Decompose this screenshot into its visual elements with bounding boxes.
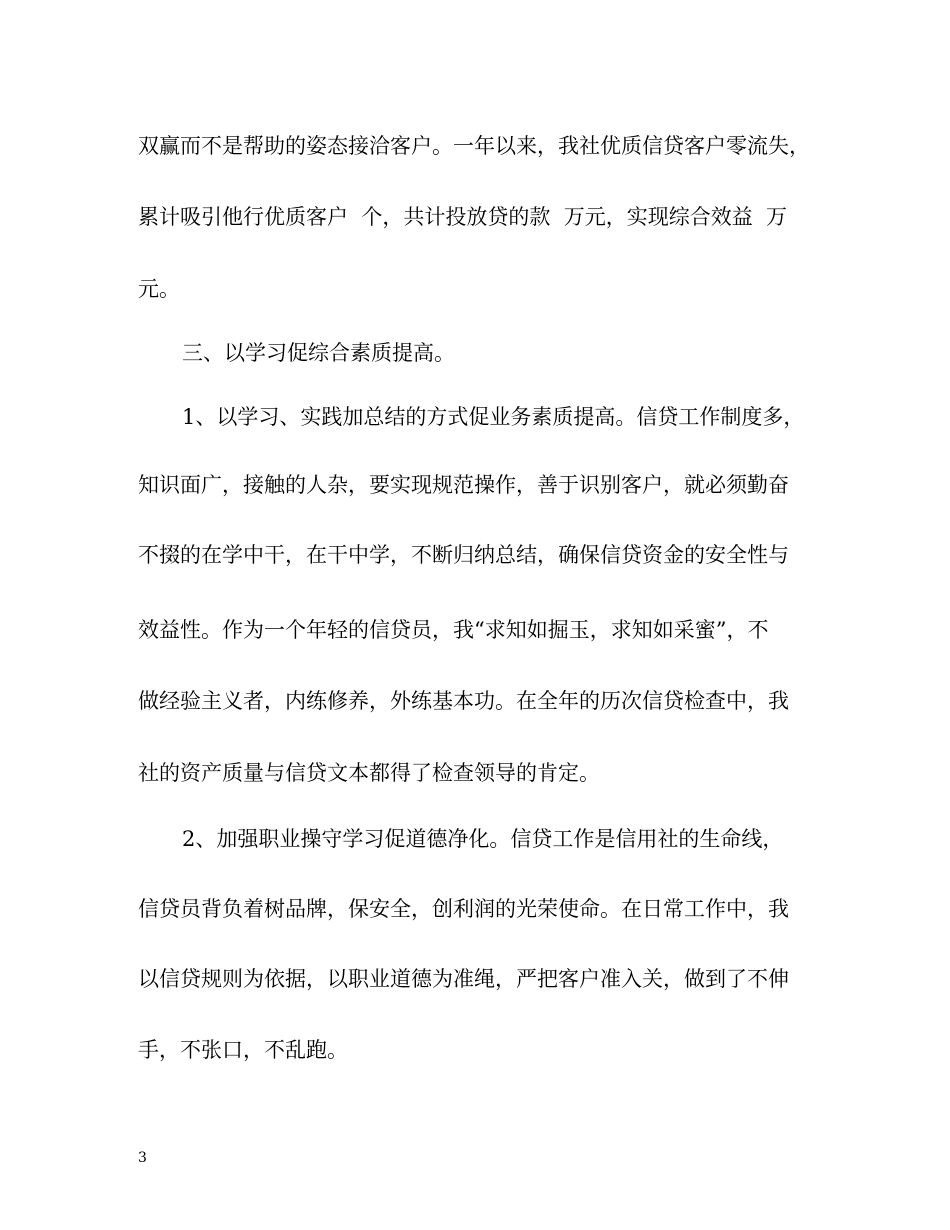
body-text-line: 信贷员背负着树品牌，保安全，创利润的光荣使命。在日常工作中，我 xyxy=(138,897,789,921)
body-text-line: 手，不张口，不乱跑。 xyxy=(138,1038,348,1062)
body-text-line: 知识面广，接触的人杂，要实现规范操作，善于识别客户，就必须勤奋 xyxy=(138,473,789,497)
body-text-line: 元。 xyxy=(138,277,180,301)
body-text-line: 2、加强职业操守学习促道德净化。信贷工作是信用社的生命线， xyxy=(182,827,784,851)
body-text-line: 1、以学习、实践加总结的方式促业务素质提高。信贷工作制度多， xyxy=(182,405,805,429)
body-text-line: 以信贷规则为依据，以职业道德为准绳，严把客户准入关，做到了不伸 xyxy=(138,967,789,991)
body-text-line: 效益性。作为一个年轻的信贷员，我“求知如掘玉，求知如采蜜”，不 xyxy=(138,618,769,642)
section-heading: 三、以学习促综合素质提高。 xyxy=(182,341,455,365)
body-text-line: 不掇的在学中干，在干中学，不断归纳总结，确保信贷资金的安全性与 xyxy=(138,543,789,567)
body-text-line: 累计吸引他行优质客户 个，共计投放贷的款 万元，实现综合效益 万 xyxy=(138,205,788,229)
body-text-line: 社的资产质量与信贷文本都得了检查领导的肯定。 xyxy=(138,761,600,785)
page-number: 3 xyxy=(138,1150,147,1166)
body-text-line: 双赢而不是帮助的姿态接洽客户。一年以来，我社优质信贷客户零流失， xyxy=(138,134,810,158)
body-text-line: 做经验主义者，内练修养，外练基本功。在全年的历次信贷检查中，我 xyxy=(138,689,789,713)
